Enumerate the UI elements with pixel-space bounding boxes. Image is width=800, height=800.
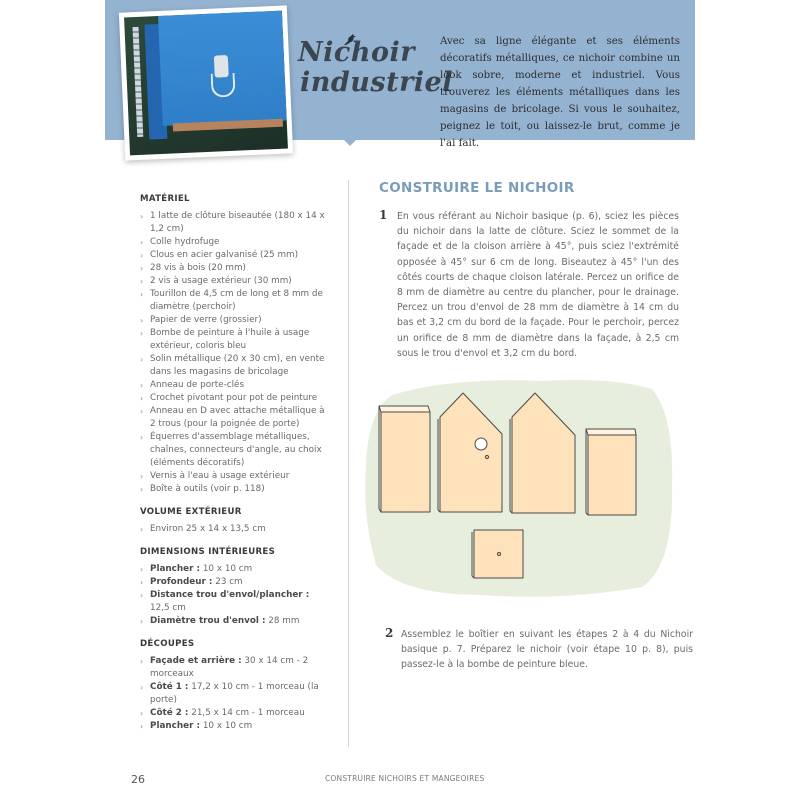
list-item: › 28 vis à bois (20 mm) [140,262,325,275]
step-text: Assemblez le boîtier en suivant les étapes 2 à 4 du Nichoir basique p. 7. Préparez le nichoir (voir étape 10 p. 8), puis passez-le à la bombe de peinture bleue. [401,629,693,671]
item-label: Profondeur : [150,577,213,587]
item-label: Côté 1 : [150,682,189,692]
list-item: › Papier de verre (grossier) [140,314,325,327]
list-item [140,615,325,628]
list-item [140,655,325,681]
materials-section [140,193,325,496]
list-item: › Colle hydrofuge [140,236,325,249]
list-item: › Environ 25 x 14 x 13,5 cm [140,523,325,536]
sidebar-specs [140,193,325,743]
item-value: 23 cm [212,577,243,587]
list-item: › Crochet pivotant pour pot de peinture [140,392,325,405]
step-number: 1 [379,208,388,222]
materials-list [140,210,325,496]
volume-section [140,506,325,536]
list-item: › 1 latte de clôture biseautée (180 x 14 x 1,2 cm) [140,210,325,236]
title-line-2: industriel [300,67,453,98]
item-value: 30 x 14 cm - 2 morceaux [150,656,309,679]
list-item: › Solin métallique (20 x 30 cm), en vente dans les magasins de bricolage [140,353,325,379]
header-notch [344,140,356,146]
dimensions-heading: DIMENSIONS INTÉRIEURES [140,547,276,557]
dimensions-section [140,546,325,628]
page-title [298,37,453,98]
list-item [140,563,325,576]
volume-list [140,523,325,536]
item-value: 21,5 x 14 cm - 1 morceau [188,708,305,718]
list-item: › Boîte à outils (voir p. 118) [140,483,325,496]
perch-hole [485,455,488,458]
step-text: En vous référant au Nichoir basique (p. 6), sciez les pièces du nichoir dans la latte de clôture. Sciez le sommet de la façade et de la cloison arrière à 45°, puis sciez l'extrémité opposée à 45° sur 6 cm de long. Biseautez à 45° l'un des côtés courts de chaque cloison latérale. Percez un orifice de 8 mm de diamètre au centre du plancher, pour le drainage. Percez un trou d'envol de 28 mm de diamètre à 14 cm du bas et 3,2 cm du bord de la façade. Pour le perchoir, percez un orifice de 8 mm de diamètre dans la façade, à 2,5 cm sous le trou d'envol et 3,2 cm du bord. [397,211,679,359]
list-item [140,681,325,707]
item-label: Distance trou d'envol/plancher : [150,590,310,600]
item-value: 17,2 x 10 cm - 1 morceau (la porte) [150,682,319,705]
step-number: 2 [385,626,394,640]
dimensions-list [140,563,325,628]
cuts-heading: DÉCOUPES [140,639,195,649]
list-item [140,720,325,733]
item-label: Plancher : [150,564,201,574]
instructions-heading: CONSTRUIRE LE NICHOIR [379,180,575,196]
list-item: › 2 vis à usage extérieur (30 mm) [140,275,325,288]
volume-heading: VOLUME EXTÉRIEUR [140,507,242,517]
cuts-section [140,638,325,733]
list-item [140,589,325,615]
materials-heading: MATÉRIEL [140,194,190,204]
list-item: › Vernis à l'eau à usage extérieur [140,470,325,483]
list-item [140,707,325,720]
item-value: 28 mm [265,616,300,626]
cuts-list [140,655,325,733]
list-item: › Équerres d'assemblage métalliques, chaînes, connecteurs d'angle, au choix (éléments décoratifs) [140,431,325,470]
item-value: 10 x 10 cm [200,721,253,731]
running-footer-title: CONSTRUIRE NICHOIRS ET MANGEOIRES [325,774,485,783]
step-2 [385,627,693,673]
item-value: 10 x 10 cm [200,564,253,574]
list-item: › Tourillon de 4,5 cm de long et 8 mm de diamètre (perchoir) [140,288,325,314]
project-photo [119,5,293,160]
piece-side-right [586,429,636,515]
cut-pieces-illustration [362,375,682,600]
photo-chain [132,27,143,137]
item-label: Diamètre trou d'envol : [150,616,266,626]
item-value: 12,5 cm [150,603,186,613]
list-item: › Clous en acier galvanisé (25 mm) [140,249,325,262]
piece-side-left [379,406,430,512]
instructions [379,180,679,361]
list-item: › Bombe de peinture à l'huile à usage extérieur, coloris bleu [140,327,325,353]
list-item: › Anneau de porte-clés [140,379,325,392]
page-number: 26 [131,773,145,786]
list-item: › Anneau en D avec attache métallique à 2 trous (pour la poignée de porte) [140,405,325,431]
birdhouse-photo-image [124,11,288,156]
step-1 [379,209,679,361]
list-item [140,576,325,589]
item-label: Plancher : [150,721,201,731]
title-line-1: Nichoir [298,37,415,68]
entrance-hole [475,438,487,450]
intro-paragraph: Avec sa ligne élégante et ses éléments décoratifs métalliques, ce nichoir combine un look sobre, moderne et industriel. Vous trouverez les éléments métalliques dans les magasins de bricolage. Si vous le souhaitez, peignez le toit, ou laissez-le brut, comme je l'ai fait. [440,36,680,149]
piece-floor [472,530,523,578]
item-label: Côté 2 : [150,708,189,718]
drain-hole [497,552,500,555]
item-label: Façade et arrière : [150,656,242,666]
column-divider [348,180,349,747]
